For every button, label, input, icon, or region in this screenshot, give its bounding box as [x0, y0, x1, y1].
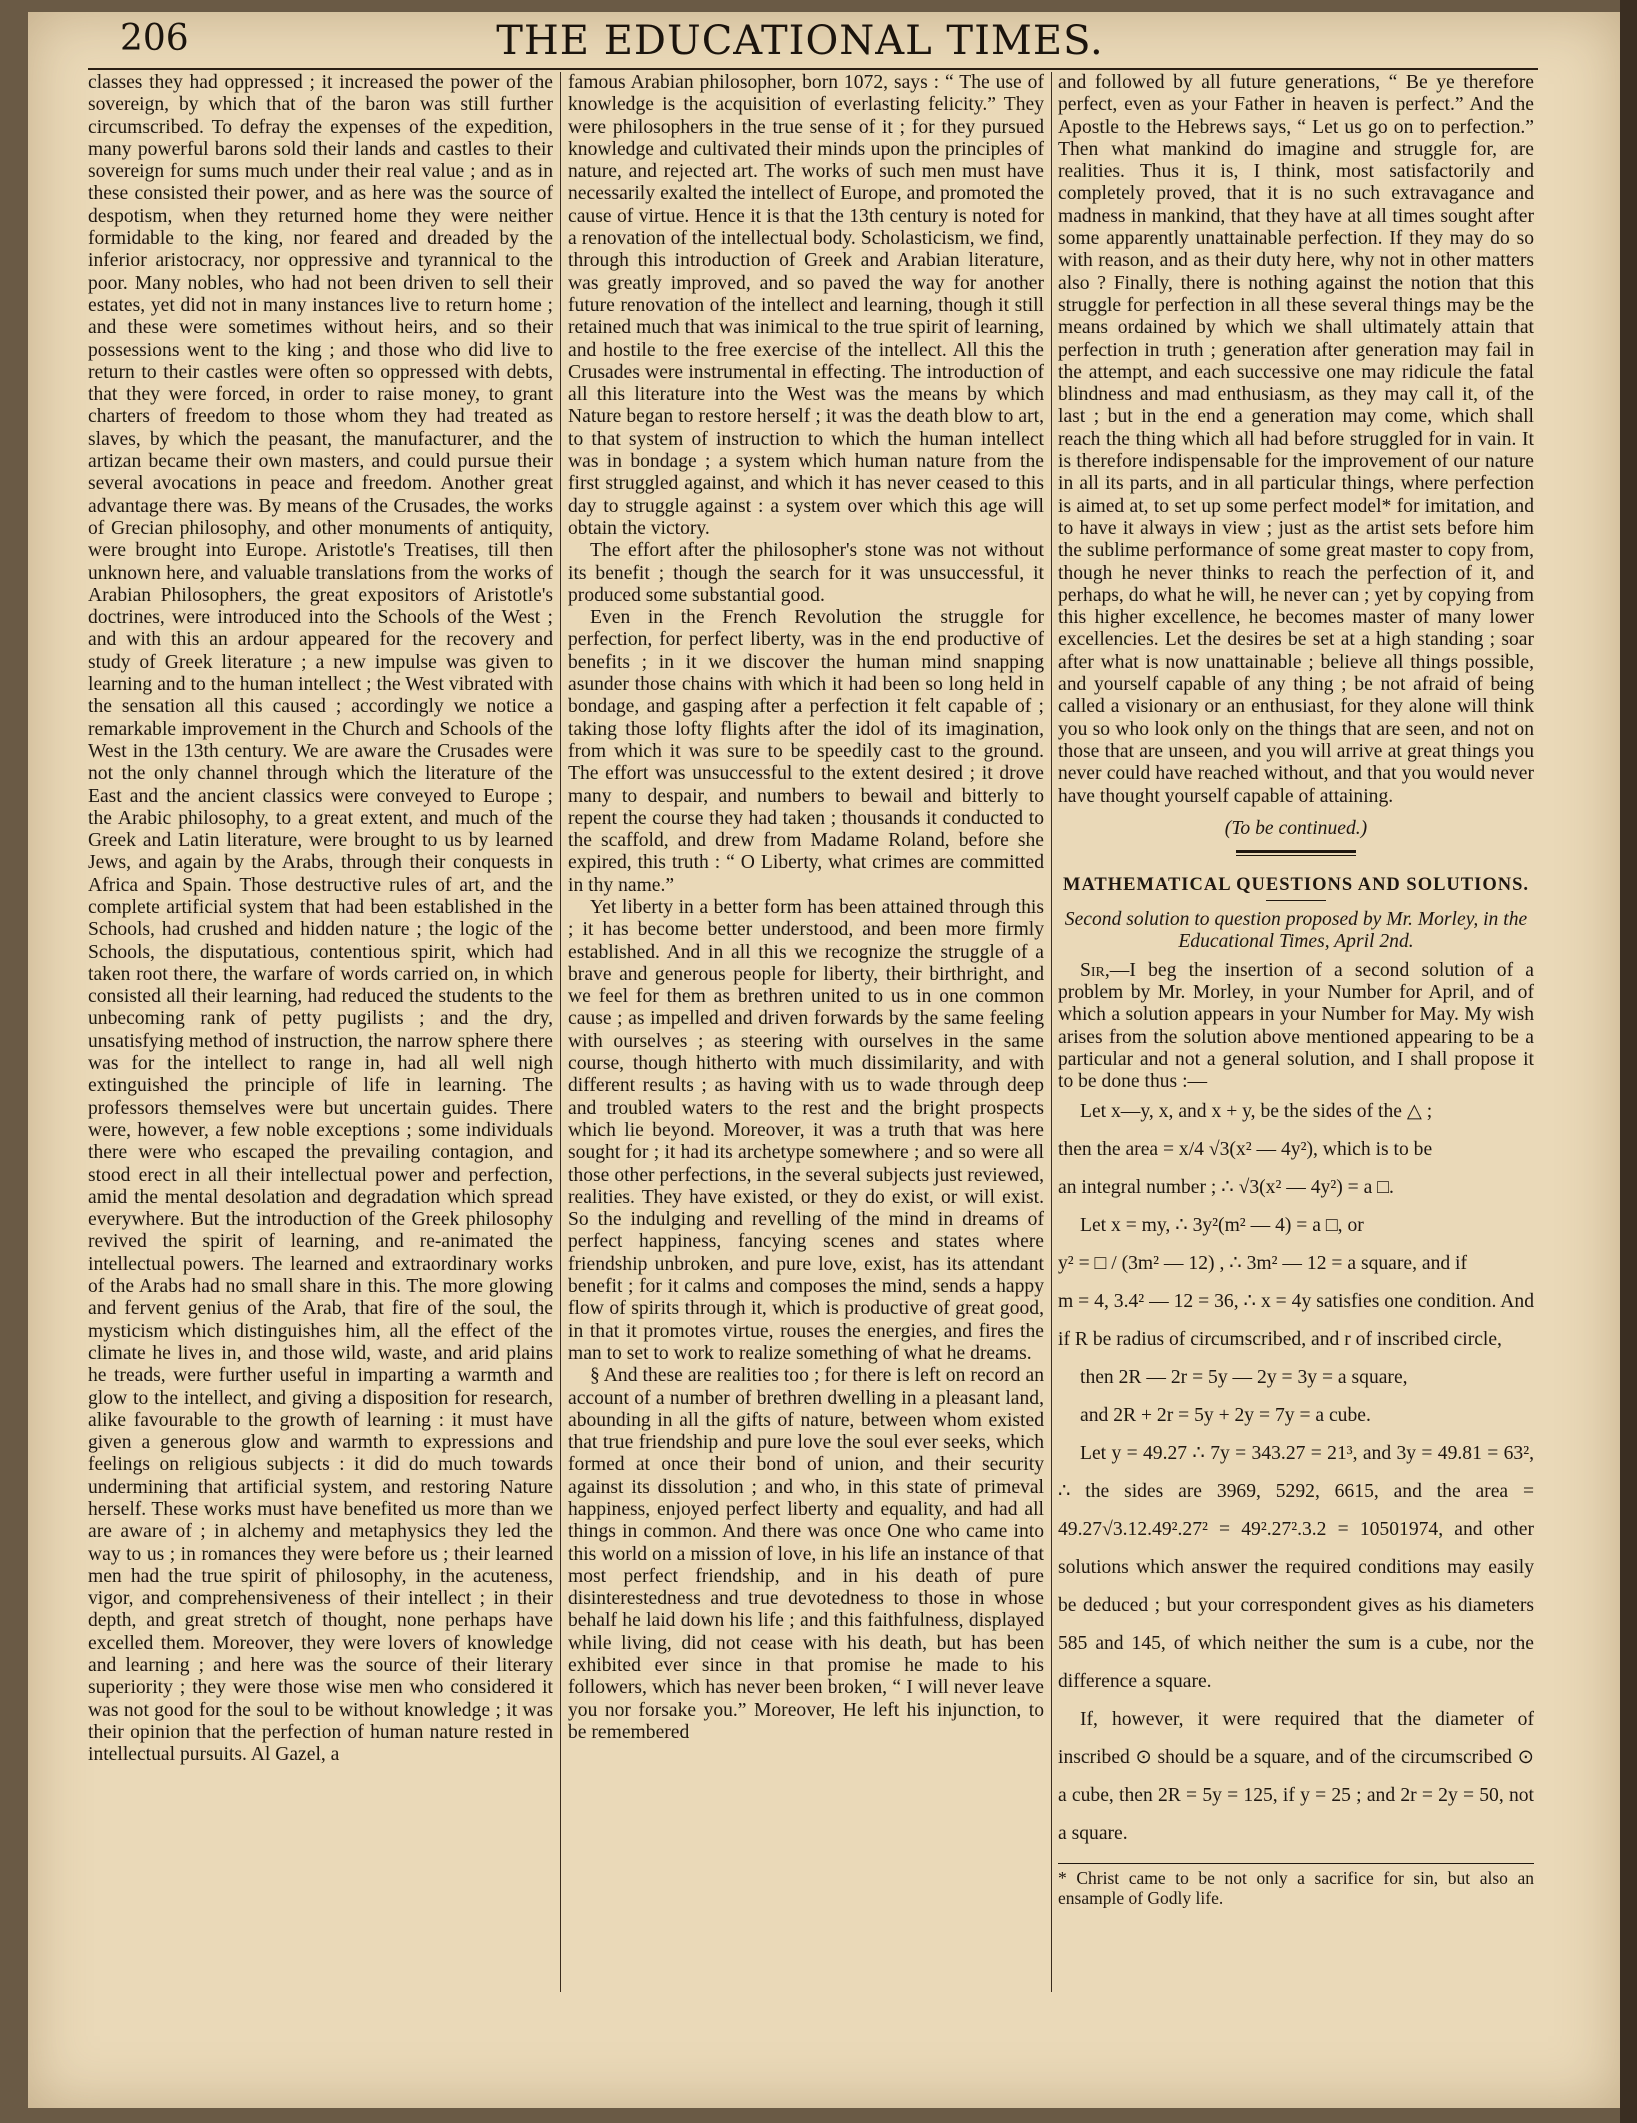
page-number: 206 — [120, 18, 189, 59]
math-line-10: If, however, it were required that the diameter of inscribed ⊙ should be a square, and of the circumscribed ⊙ a cube, then 2R = 5y = 125, if y = 25 ; and 2r = 2y = 50, not a square. — [1058, 1709, 1534, 1845]
math-line-3: an integral number ; ∴ √3(x² — 4y²) = a □. — [1058, 1177, 1394, 1199]
section-subtitle: Second solution to question proposed by Mr. Morley, in the Educational Times, April 2nd. — [1064, 909, 1528, 953]
to-be-continued: (To be continued.) — [1224, 817, 1368, 839]
masthead-title: THE EDUCATIONAL TIMES. — [496, 18, 1104, 64]
col2-paragraph-1: famous Arabian philosopher, born 1072, says : “ The use of knowledge is the acquisition of everlasting felicity.” They were philosophers in the true sense of it ; for they pursued knowledge and cultivated their minds upon the principles of nature, and rejected art. The works of such men must have necessarily exalted the intellect of Europe, and promoted the cause of virtue. Hence it is that the 13th century is noted for a renovation of the intellectual body. Scholasticism, we find, through this introduction of Greek and Arabian literature, was greatly improved, and so paved the way for another future renovation of the intellect and learning, though it still retained much that was inimical to the true spirit of learning, and hostile to the free exercise of the intellect. All this the Crusades were instrumental in effecting. The introduction of all this literature into the West was the means by which Nature began to restore herself ; it was the death blow to art, to that system of instruction to which the human intellect was in bondage ; a system which human nature from the first struggled against, and which it has never ceased to this day to struggle against : a system over which this age will obtain the victory. — [568, 72, 1044, 539]
footnote: * Christ came to be not only a sacrifice for sin, but also an ensample of Godly life. — [1058, 1868, 1534, 1909]
page-edge-shadow — [1620, 0, 1637, 2123]
intro-text: —I beg the insertion of a second solution of a problem by Mr. Morley, in your Number for April, and of which a solution appears in your Number for May. My wish arises from the solution above mentioned appearing to be a particular and not a general solution, and I shall propose it to be done thus :— — [1058, 959, 1534, 1093]
math-line-4: Let x = my, ∴ 3y²(m² — 4) = a □, or — [1080, 1215, 1364, 1237]
math-line-8: and 2R + 2r = 5y + 2y = 7y = a cube. — [1080, 1405, 1371, 1427]
column-divider-1 — [560, 72, 561, 1992]
column-3 — [1058, 72, 1534, 1992]
title-ornament — [1266, 900, 1326, 901]
col2-paragraph-2: The effort after the philosopher's stone was not without its benefit ; though the search for it was unsuccessful, it produced some substantial good. — [568, 540, 1044, 606]
col2-paragraph-3: Even in the French Revolution the struggle for perfection, for perfect liberty, was in the end productive of benefits ; in it we discover the human mind snapping asunder those chains with which it had been so long held in bondage, and gasping after a perfection it felt capable of ; taking those lofty flights after the idol of its imagination, from which it was sure to be speedily cast to the ground. The effort was unsuccessful to the extent desired ; it drove many to despair, and numbers to bewail and bitterly to repent the course they had taken ; thousands it conducted to the scaffold, and drew from Madame Roland, before she expired, this truth : “ O Liberty, what crimes are committed in thy name.” — [568, 607, 1044, 896]
math-line-7: then 2R — 2r = 5y — 2y = 3y = a square, — [1080, 1367, 1408, 1389]
header-rule — [88, 68, 1538, 70]
math-line-1: Let x—y, x, and x + y, be the sides of the △ ; — [1080, 1101, 1433, 1123]
col3-paragraph-1: and followed by all future generations, “ Be ye therefore perfect, even as your Father in heaven is perfect.” And the Apostle to the Hebrews says, “ Let us go on to perfection.” Then what mankind do imagine and struggle for, are realities. Thus it is, I think, most satisfactorily and completely proved, that it is no such extravagance and madness in mankind, that they have at all times sought after some apparently unattainable perfection. If they may do so with reason, and as their duty here, why not in other matters also ? Finally, there is nothing against the notion that this struggle for perfection in all these several things may be the means ordained by which we shall ultimately attain that perfection in truth ; generation after generation may fail in the attempt, and each successive one may ridicule the fatal blindness and mad enthusiasm, as they may call it, of the last ; but in the end a generation may come, which shall reach the thing which all had before struggled for in vain. It is therefore indispensable for the improvement of our nature in all its parts, and in all particular things, where perfection is aimed at, to set up some perfect model* for imitation, and to have it always in view ; just as the artist sets before him the sublime performance of some great master to copy from, though he never thinks to reach the perfection of it, and perhaps, do what he will, he never can ; yet by copying from this higher excellence, he becomes master of many lower excellencies. Let the desires be set at a high standing ; soar after what is now unattainable ; believe all things possible, and yourself capable of any thing ; be not afraid of being called a visionary or an enthusiast, for they alone will think you so who look only on the things that are seen, and not on those that are unseen, and you will arrive at great things you never could have reached without, and that you would never have thought yourself capable of attaining. — [1058, 72, 1534, 807]
column-divider-2 — [1051, 72, 1052, 1992]
math-line-9: Let y = 49.27 ∴ 7y = 343.27 = 21³, and 3y = 49.81 = 63², ∴ the sides are 3969, 5292, 6615, and the area = 49.27√3.12.49².27² = 49².27².3.2 = 10501974, and other solutions which answer the required conditions may easily be deduced ; but your correspondent gives as his diameters 585 and 145, of which neither the sum is a cube, nor the difference a square. — [1058, 1443, 1534, 1693]
salutation: Sir, — [1080, 959, 1110, 981]
col1-text: classes they had oppressed ; it increased the power of the sovereign, by which that of the baron was still further circumscribed. To defray the expenses of the expedition, many powerful barons sold their lands and castles to their sovereign for sums much under their real value ; and as in these consisted their power, and as here was the source of despotism, when they returned home they were neither formidable to the king, nor feared and dreaded by the inferior aristocracy, nor oppressive and tyrannical to the poor. Many nobles, who had not been driven to sell their estates, yet did not in many instances live to return home ; and these were sometimes without heirs, and so their possessions went to the king ; and those who did live to return to their castles were often so oppressed with debts, that they were forced, in order to raise money, to grant charters of freedom to those whom they had treated as slaves, by which the peasant, the manufacturer, and the artizan became their own masters, and could pursue their several avocations in peace and freedom. Another great advantage there was. By means of the Crusades, the works of Grecian philosophy, and other monuments of antiquity, were brought into Europe. Aristotle's Treatises, till then unknown here, and valuable translations from the works of Arabian Philosophers, the great expositors of Aristotle's doctrines, were introduced into the Schools of the West ; and with this an ardour appeared for the recovery and study of Greek literature ; a new impulse was given to learning and to the human intellect ; the West vibrated with the sensation all this caused ; accordingly we notice a remarkable improvement in the Church and Schools of the West in the 13th century. We are aware the Crusades were not the only channel through which the literature of the East and the ancient classics were conveyed to Europe ; the Arabic philosophy, to a great extent, and much of the Greek and Latin literature, were brought to us by learned Jews, and again by the Arabs, through their conquests in Africa and Spain. Those destructive rules of art, and the complete artificial system that had been established in the Schools, had crushed and hidden nature ; the logic of the Schools, the disputatious, contentious spirit, which had taken root there, the warfare of words carried on, in which consisted all their learning, had reduced the students to the unbecoming rank of petty pugilists ; and the dry, unsatisfying method of instruction, the narrow sphere there was for the intellect to range in, had all well nigh extinguished the principle of life in learning. The professors themselves were but uncertain guides. There were, however, a few noble exceptions ; some individuals there were who escaped the prevailing contagion, and stood erect in all their intellectual power and perfection, amid the mental desolation and degradation which spread everywhere. But the introduction of the Greek philosophy revived the spirit of learning, and re-animated the intellectual powers. The learned and extraordinary works of the Arabs had no small share in this. The more glowing and fervent genius of the Arab, that fire of the soul, the mysticism which distinguishes him, all the effect of the climate he lives in, and those wild, waste, and arid plains he treads, were further useful in imparting a warmth and glow to the intellect, and giving a disposition for research, alike favourable to the growth of learning : it must have given a generous glow and warmth to expressions and feelings on religious subjects : it did do much towards undermining that artificial system, and restoring Nature herself. These works must have benefited us more than we are aware of ; in alchemy and metaphysics they led the way to us ; in romances they were before us ; their learned men had the true spirit of philosophy, in the acuteness, vigor, and comprehensiveness of their intellect ; in their depth, and great stretch of thought, none perhaps have excelled them. Moreover, they were lovers of knowledge and learning ; and here was the source of their literary superiority ; they were those wise men who considered it was not good for the soul to be without knowledge ; it was their opinion that the perfection of human nature rested in intellectual pursuits. Al Gazel, a — [88, 72, 553, 1766]
math-line-2: then the area = x/4 √3(x² — 4y²), which is to be — [1058, 1139, 1433, 1161]
page-header — [60, 18, 1540, 62]
footnote-rule — [1058, 1863, 1534, 1864]
section-separator — [1236, 850, 1356, 856]
section-title: MATHEMATICAL QUESTIONS AND SOLUTIONS. — [1062, 875, 1529, 896]
math-line-5: y² = □ / (3m² — 12) , ∴ 3m² — 12 = a square, and if — [1058, 1253, 1468, 1275]
column-2 — [568, 72, 1044, 1992]
col2-paragraph-4: Yet liberty in a better form has been attained through this ; it has become better understood, and been more firmly established. And in all this we recognize the struggle of a brave and generous people for liberty, their birthright, and we feel for them as brethren united to us in one common cause ; as impelled and driven forwards by the same feeling with ourselves ; as steering with ourselves in the same course, though hitherto with much dissimilarity, and with different results ; as having with us to wade through deep and troubled waters to the rest and the bright prospects which lie beyond. Moreover, it was a truth that was here sought for ; it had its archetype somewhere ; and so were all those other perfections, in the several subjects just reviewed, realities. They have existed, or they do exist, or will exist. So the indulging and revelling of the mind in dreams of perfect happiness, fancying scenes and states where friendship unbroken, and pure love, exist, has its attendant benefit ; for it calms and composes the mind, sends a happy flow of spirits through it, which is productive of great good, in that it promotes virtue, rouses the energies, and fires the man to set to work to realize something of what he dreams. — [568, 896, 1044, 1364]
column-1 — [88, 72, 553, 1992]
math-line-6: m = 4, 3.4² — 12 = 36, ∴ x = 4y satisfies one condition. And if R be radius of circumscribed, and r of inscribed circle, — [1058, 1291, 1534, 1351]
letter-intro — [1058, 960, 1534, 1094]
col2-paragraph-5: § And these are realities too ; for there is left on record an account of a number of brethren dwelling in a pleasant land, abounding in all the gifts of nature, between whom existed that true friendship and pure love the soul ever seeks, which formed at once their bond of union, and their security against its dissolution ; and who, in this state of primeval happiness, enjoyed perfect liberty and equality, and had all things in common. And there was once One who came into this world on a mission of love, in his life an instance of that most perfect friendship, and in his death of pure disinterestedness and true devotedness to those in whose behalf he laid down his life ; and this faithfulness, displayed while living, did not cease with his death, but has been exhibited ever since in that promise he made to his followers, which has never been broken, “ I will never leave you nor forsake you.” Moreover, He left his injunction, to be remembered — [568, 1365, 1044, 1743]
